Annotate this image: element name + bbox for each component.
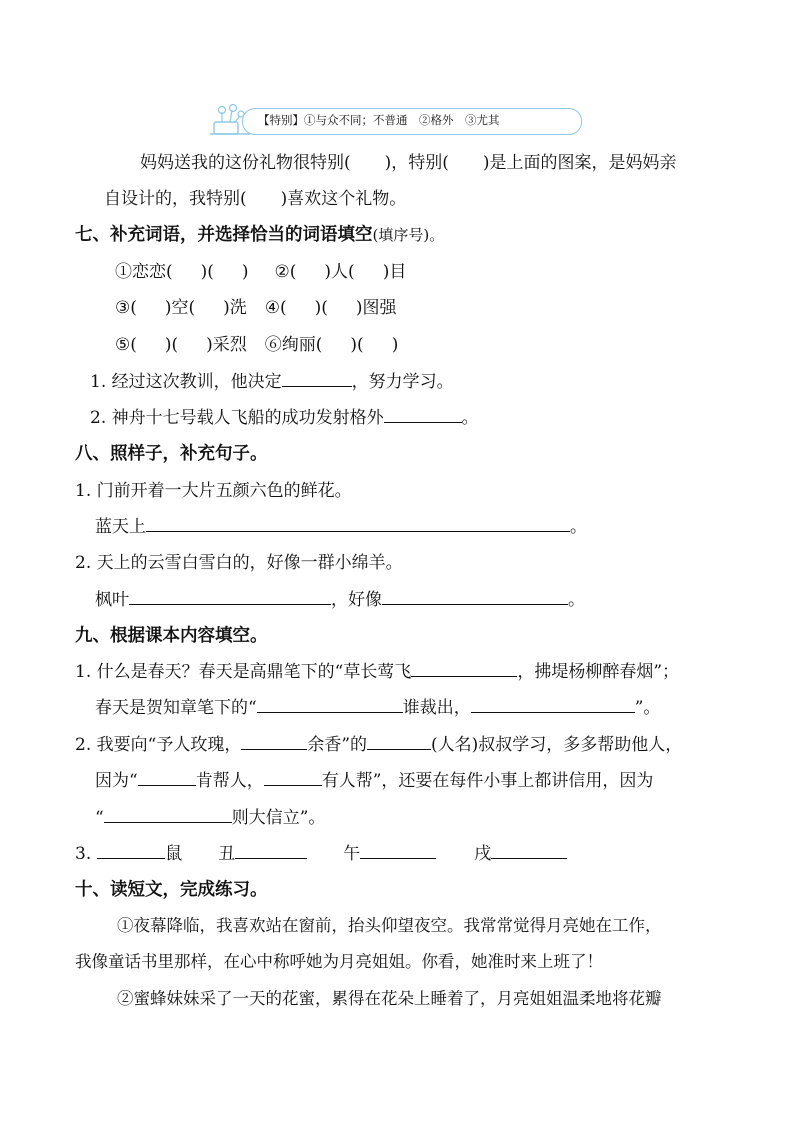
q6-line-2: 自设计的，我特别( )喜欢这个礼物。 [104,189,407,209]
answer-blank[interactable] [104,807,232,823]
answer-blank[interactable] [382,589,568,605]
q7-sentence-2: 2. 神舟十七号载人飞船的成功发射格外 。 [90,408,479,428]
q8-answer-2: 枫叶 ，好像 。 [95,590,585,610]
answer-blank[interactable] [360,843,436,859]
q10-paragraph-1-line-2: 我像童话书里那样，在心中称呼她为月亮姐姐。你看，她准时来上班了！ [75,952,603,971]
q9-line-5: “ 则大信立”。 [95,808,326,828]
answer-blank[interactable] [235,843,307,859]
answer-blank[interactable] [471,697,635,713]
q9-line-3: 2. 我要向“予人玫瑰， 余香”的 (人名)叔叔学习，多多帮助他人， [75,735,683,755]
answer-blank[interactable] [138,770,196,786]
answer-blank[interactable] [491,843,567,859]
q9-line-2: 春天是贺知章笔下的“ 谁裁出， ”。 [95,698,661,718]
q9-heading: 九、根据课本内容填空。 [75,626,268,646]
answer-blank[interactable] [146,516,570,532]
q8-example-1: 1. 门前开着一大片五颜六色的鲜花。 [75,481,352,501]
q9-line-6: 3. 鼠 丑 午 戌 [75,842,567,866]
answer-blank[interactable] [241,734,307,750]
answer-blank[interactable] [282,371,352,387]
q8-example-2: 2. 天上的云雪白雪白的，好像一群小绵羊。 [75,553,403,573]
q8-heading: 八、照样子，补充句子。 [75,444,268,464]
answer-blank[interactable] [384,407,462,423]
answer-blank[interactable] [97,843,165,859]
definition-text: 【特别】①与众不同；不普通 ②格外 ③尤其 [258,113,500,127]
q9-line-4: 因为“ 肯帮人， 有人帮”，还要在每件小事上都讲信用，因为 [95,771,654,791]
answer-blank[interactable] [411,661,517,677]
answer-blank[interactable] [257,697,403,713]
answer-blank[interactable] [367,734,431,750]
q9-line-1: 1. 什么是春天？春天是高鼎笔下的“草长莺飞 ，拂堤杨柳醉春烟”； [75,662,680,682]
q10-paragraph-1-line-1: ①夜幕降临，我喜欢站在窗前，抬头仰望夜空。我常常觉得月亮她在工作， [117,916,662,935]
q6-line-1: 妈妈送我的这份礼物很特别( )，特别( )是上面的图案，是妈妈亲 [140,153,677,173]
q7-row-3: ⑤( )( )采烈 ⑥绚丽( )( ) [115,335,399,355]
q8-answer-1: 蓝天上 。 [95,517,587,537]
definition-box [208,104,584,136]
answer-blank[interactable] [264,770,322,786]
q7-heading: 七、补充词语，并选择恰当的词语填空(填序号)。 [75,225,445,245]
q7-row-2: ③( )空( )洗 ④( )( )图强 [115,298,397,318]
answer-blank[interactable] [129,589,331,605]
q7-sentence-1: 1. 经过这次教训，他决定 ，努力学习。 [90,372,454,392]
q7-row-1: ①恋恋( )( ) ②( )人( )目 [115,262,407,282]
q10-paragraph-2-line-1: ②蜜蜂妹妹采了一天的花蜜，累得在花朵上睡着了，月亮姐姐温柔地将花瓣 [117,989,662,1008]
q10-heading: 十、读短文，完成练习。 [75,880,268,900]
